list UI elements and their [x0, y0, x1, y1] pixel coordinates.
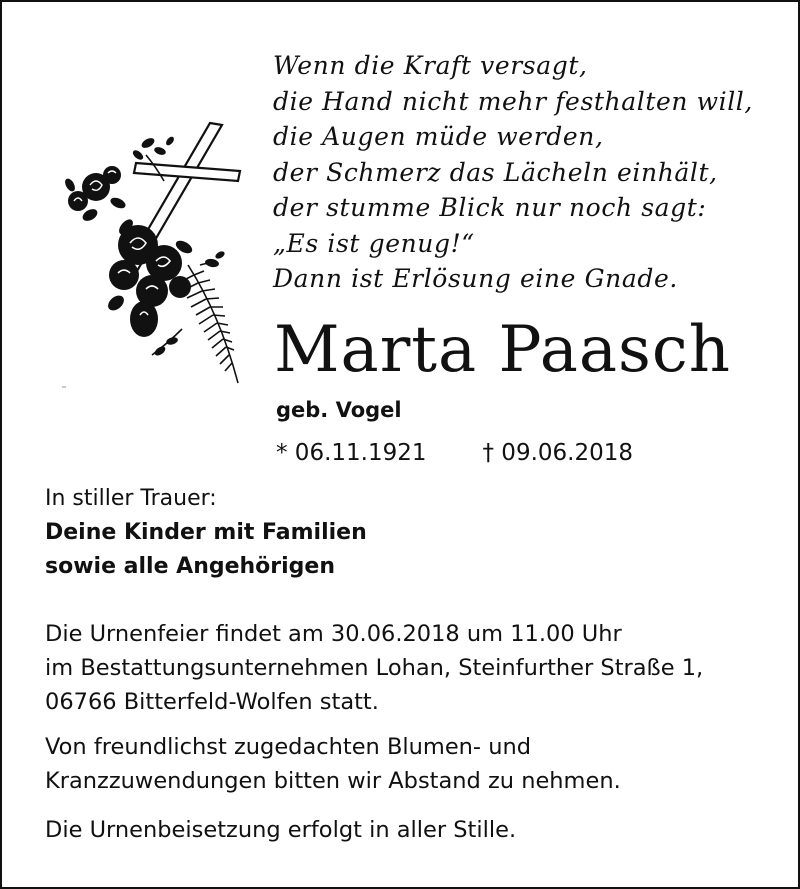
maiden-name: geb. Vogel	[276, 398, 402, 422]
death-date: † 09.06.2018	[482, 440, 633, 466]
poem-line: die Hand nicht mehr festhalten will,	[273, 86, 753, 116]
mourners-intro: In stiller Trauer:	[45, 486, 217, 511]
life-dates	[276, 437, 633, 469]
flowers-line: Kranzzuwendungen bitten wir Abstand zu nehmen.	[45, 768, 621, 794]
burial-line: Die Urnenbeisetzung erfolgt in aller Stille.	[45, 817, 517, 843]
cross-with-roses-icon	[60, 115, 250, 395]
burial-section	[45, 813, 516, 847]
poem-line: der Schmerz das Lächeln einhält,	[273, 157, 718, 187]
mourners-relatives: sowie alle Angehörigen	[45, 554, 336, 579]
poem-line: „Es ist genug!“	[273, 228, 475, 258]
ceremony-line: 06766 Bitterfeld-Wolfen statt.	[45, 689, 379, 715]
poem-line: Wenn die Kraft versagt,	[273, 51, 588, 80]
mourners-section	[45, 482, 367, 584]
poem	[273, 48, 753, 297]
poem-line: der stumme Blick nur noch sagt:	[273, 193, 707, 222]
poem-line: die Augen müde werden,	[273, 122, 604, 151]
flowers-section	[45, 730, 621, 798]
birth-date: * 06.11.1921	[276, 440, 427, 466]
poem-line: Dann ist Erlösung eine Gnade.	[273, 264, 678, 293]
ceremony-line: Die Urnenfeier findet am 30.06.2018 um 11.00 Uhr	[45, 621, 622, 647]
mourners-family: Deine Kinder mit Familien	[45, 520, 367, 545]
ceremony-section	[45, 617, 703, 719]
ceremony-line: im Bestattungsunternehmen Lohan, Steinfurther Straße 1,	[45, 655, 704, 681]
deceased-name: Marta Paasch	[274, 313, 731, 387]
flowers-line: Von freundlichst zugedachten Blumen- und	[45, 734, 531, 760]
